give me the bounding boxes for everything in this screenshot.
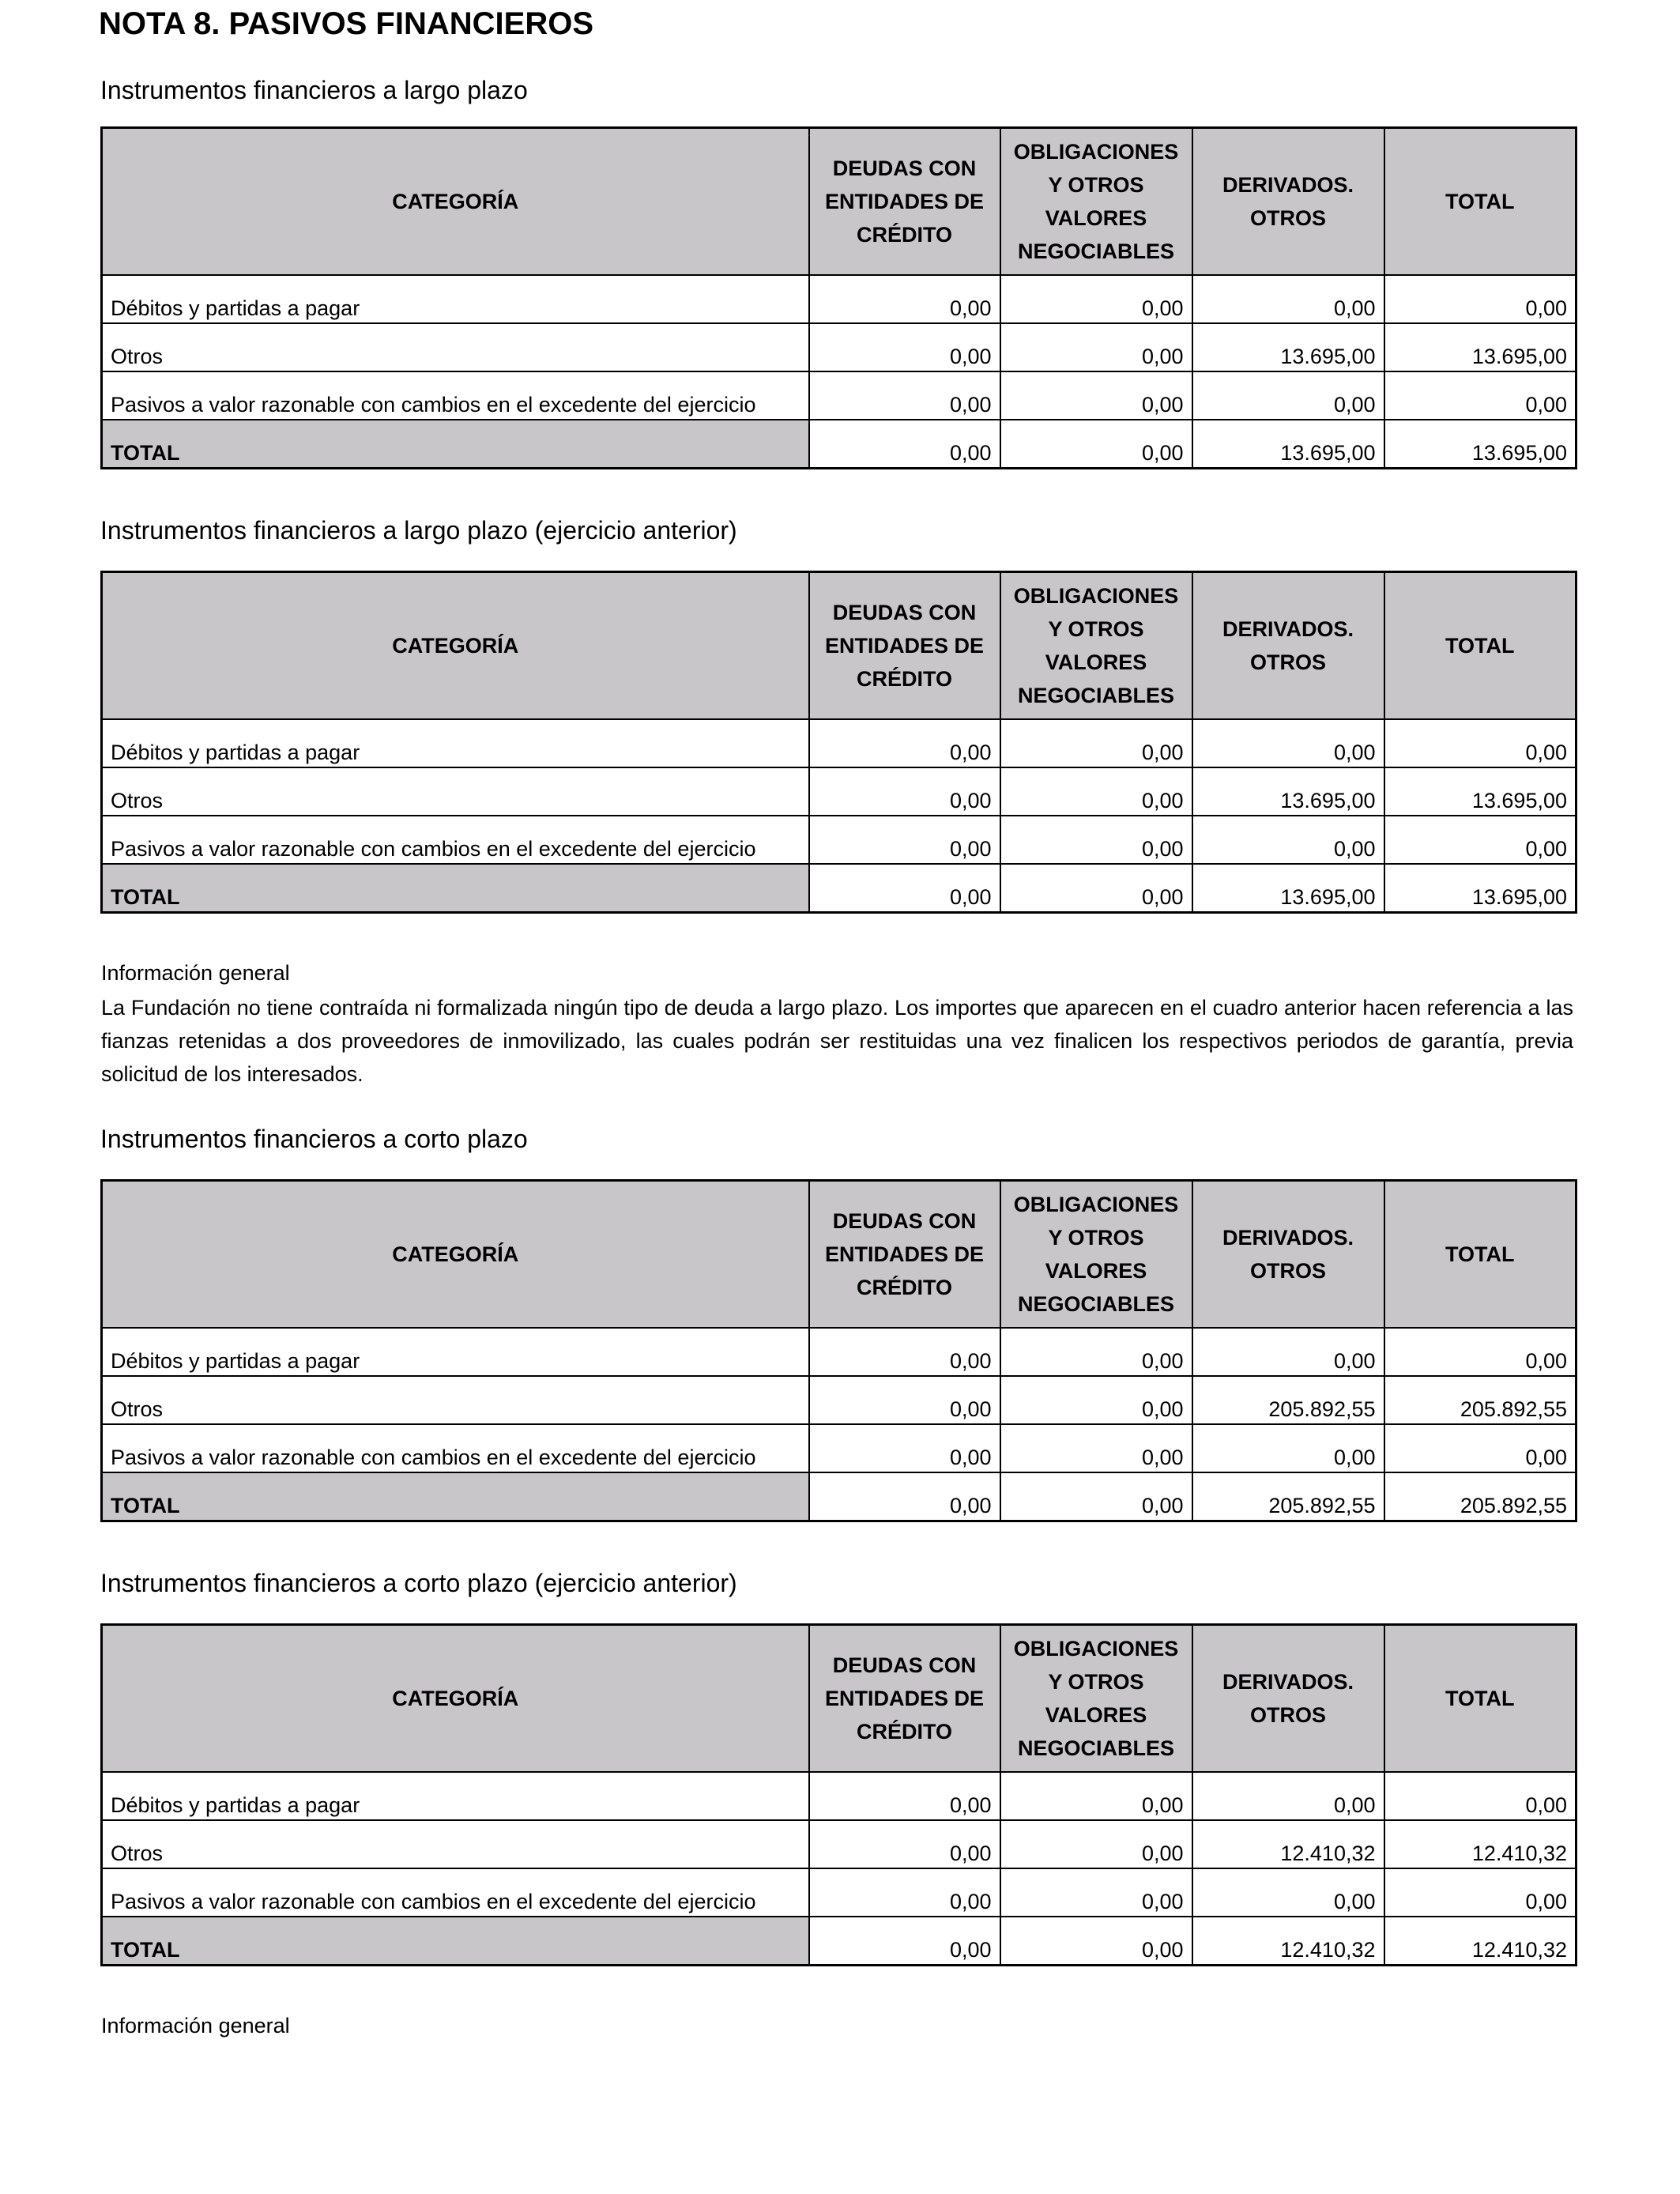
value-cell-deudas-entidades-credito: 0,00 bbox=[809, 719, 1000, 767]
value-cell-total: 0,00 bbox=[1384, 1328, 1576, 1376]
value-cell-deudas-entidades-credito: 0,00 bbox=[809, 1424, 1000, 1472]
value-cell-total: 0,00 bbox=[1384, 1424, 1576, 1472]
column-header-categoria: CATEGORÍA bbox=[102, 128, 809, 276]
row-category-cell: Débitos y partidas a pagar bbox=[102, 1328, 809, 1376]
value-cell-derivados-otros: 13.695,00 bbox=[1192, 323, 1384, 371]
total-row bbox=[102, 420, 1576, 469]
table-row bbox=[102, 767, 1576, 816]
section-heading-corto-plazo-anterior: Instrumentos financieros a corto plazo (ejercicio anterior) bbox=[100, 1569, 737, 1597]
value-cell-total: 13.695,00 bbox=[1384, 323, 1576, 371]
column-header-total: TOTAL bbox=[1384, 572, 1576, 720]
value-cell-derivados-otros: 12.410,32 bbox=[1192, 1917, 1384, 1966]
table-header-row bbox=[102, 572, 1576, 720]
row-category-cell: Pasivos a valor razonable con cambios en el excedente del ejercicio bbox=[102, 371, 809, 420]
value-cell-obligaciones-valores-negociables: 0,00 bbox=[1000, 1868, 1192, 1917]
page-title: NOTA 8. PASIVOS FINANCIEROS bbox=[99, 6, 593, 41]
value-cell-total: 0,00 bbox=[1384, 1868, 1576, 1917]
row-category-cell: Pasivos a valor razonable con cambios en el excedente del ejercicio bbox=[102, 816, 809, 864]
value-cell-derivados-otros: 0,00 bbox=[1192, 1868, 1384, 1917]
value-cell-total: 0,00 bbox=[1384, 1772, 1576, 1820]
value-cell-obligaciones-valores-negociables: 0,00 bbox=[1000, 1820, 1192, 1868]
value-cell-total: 0,00 bbox=[1384, 816, 1576, 864]
column-header-deudas-entidades-credito: DEUDAS CON ENTIDADES DE CRÉDITO bbox=[809, 572, 1000, 720]
value-cell-deudas-entidades-credito: 0,00 bbox=[809, 1917, 1000, 1966]
table-largo-plazo-anterior bbox=[100, 571, 1577, 914]
value-cell-obligaciones-valores-negociables: 0,00 bbox=[1000, 816, 1192, 864]
value-cell-obligaciones-valores-negociables: 0,00 bbox=[1000, 1772, 1192, 1820]
row-category-cell: Otros bbox=[102, 767, 809, 816]
value-cell-derivados-otros: 13.695,00 bbox=[1192, 864, 1384, 913]
table-largo-plazo bbox=[100, 126, 1577, 469]
value-cell-obligaciones-valores-negociables: 0,00 bbox=[1000, 1917, 1192, 1966]
column-header-derivados-otros: DERIVADOS. OTROS bbox=[1192, 1625, 1384, 1773]
table-header-row bbox=[102, 128, 1576, 276]
row-category-cell: Pasivos a valor razonable con cambios en el excedente del ejercicio bbox=[102, 1424, 809, 1472]
row-category-cell: Otros bbox=[102, 1376, 809, 1424]
column-header-deudas-entidades-credito: DEUDAS CON ENTIDADES DE CRÉDITO bbox=[809, 1181, 1000, 1329]
value-cell-derivados-otros: 0,00 bbox=[1192, 816, 1384, 864]
table-row bbox=[102, 719, 1576, 767]
row-category-cell: TOTAL bbox=[102, 864, 809, 913]
table-row bbox=[102, 1328, 1576, 1376]
value-cell-derivados-otros: 205.892,55 bbox=[1192, 1472, 1384, 1521]
value-cell-obligaciones-valores-negociables: 0,00 bbox=[1000, 371, 1192, 420]
column-header-obligaciones-valores-negociables: OBLIGACIONES Y OTROS VALORES NEGOCIABLES bbox=[1000, 1181, 1192, 1329]
value-cell-deudas-entidades-credito: 0,00 bbox=[809, 864, 1000, 913]
value-cell-derivados-otros: 0,00 bbox=[1192, 719, 1384, 767]
table-row bbox=[102, 275, 1576, 323]
row-category-cell: TOTAL bbox=[102, 1472, 809, 1521]
value-cell-obligaciones-valores-negociables: 0,00 bbox=[1000, 1376, 1192, 1424]
info-general-label: Información general bbox=[101, 961, 290, 985]
column-header-total: TOTAL bbox=[1384, 1625, 1576, 1773]
value-cell-obligaciones-valores-negociables: 0,00 bbox=[1000, 1424, 1192, 1472]
value-cell-obligaciones-valores-negociables: 0,00 bbox=[1000, 1328, 1192, 1376]
value-cell-total: 205.892,55 bbox=[1384, 1472, 1576, 1521]
value-cell-deudas-entidades-credito: 0,00 bbox=[809, 1772, 1000, 1820]
total-row bbox=[102, 1472, 1576, 1521]
column-header-obligaciones-valores-negociables: OBLIGACIONES Y OTROS VALORES NEGOCIABLES bbox=[1000, 128, 1192, 276]
table-row bbox=[102, 1772, 1576, 1820]
row-category-cell: Otros bbox=[102, 323, 809, 371]
table-row bbox=[102, 1868, 1576, 1917]
value-cell-obligaciones-valores-negociables: 0,00 bbox=[1000, 275, 1192, 323]
column-header-deudas-entidades-credito: DEUDAS CON ENTIDADES DE CRÉDITO bbox=[809, 1625, 1000, 1773]
value-cell-total: 205.892,55 bbox=[1384, 1376, 1576, 1424]
value-cell-derivados-otros: 0,00 bbox=[1192, 275, 1384, 323]
value-cell-deudas-entidades-credito: 0,00 bbox=[809, 1820, 1000, 1868]
value-cell-total: 13.695,00 bbox=[1384, 420, 1576, 469]
section-heading-largo-plazo-anterior: Instrumentos financieros a largo plazo (ejercicio anterior) bbox=[100, 516, 737, 545]
value-cell-obligaciones-valores-negociables: 0,00 bbox=[1000, 323, 1192, 371]
value-cell-deudas-entidades-credito: 0,00 bbox=[809, 1328, 1000, 1376]
column-header-derivados-otros: DERIVADOS. OTROS bbox=[1192, 572, 1384, 720]
value-cell-derivados-otros: 0,00 bbox=[1192, 371, 1384, 420]
value-cell-obligaciones-valores-negociables: 0,00 bbox=[1000, 420, 1192, 469]
value-cell-total: 0,00 bbox=[1384, 371, 1576, 420]
value-cell-total: 13.695,00 bbox=[1384, 864, 1576, 913]
table-row bbox=[102, 1820, 1576, 1868]
column-header-total: TOTAL bbox=[1384, 128, 1576, 276]
value-cell-derivados-otros: 12.410,32 bbox=[1192, 1820, 1384, 1868]
value-cell-total: 0,00 bbox=[1384, 275, 1576, 323]
table-row bbox=[102, 1424, 1576, 1472]
value-cell-deudas-entidades-credito: 0,00 bbox=[809, 371, 1000, 420]
value-cell-total: 0,00 bbox=[1384, 719, 1576, 767]
row-category-cell: Débitos y partidas a pagar bbox=[102, 1772, 809, 1820]
column-header-derivados-otros: DERIVADOS. OTROS bbox=[1192, 128, 1384, 276]
column-header-obligaciones-valores-negociables: OBLIGACIONES Y OTROS VALORES NEGOCIABLES bbox=[1000, 1625, 1192, 1773]
row-category-cell: TOTAL bbox=[102, 1917, 809, 1966]
value-cell-deudas-entidades-credito: 0,00 bbox=[809, 1376, 1000, 1424]
value-cell-deudas-entidades-credito: 0,00 bbox=[809, 767, 1000, 816]
column-header-deudas-entidades-credito: DEUDAS CON ENTIDADES DE CRÉDITO bbox=[809, 128, 1000, 276]
row-category-cell: Pasivos a valor razonable con cambios en el excedente del ejercicio bbox=[102, 1868, 809, 1917]
value-cell-derivados-otros: 0,00 bbox=[1192, 1772, 1384, 1820]
column-header-total: TOTAL bbox=[1384, 1181, 1576, 1329]
column-header-categoria: CATEGORÍA bbox=[102, 1625, 809, 1773]
info-general-label-2: Información general bbox=[101, 2014, 290, 2038]
total-row bbox=[102, 864, 1576, 913]
value-cell-deudas-entidades-credito: 0,00 bbox=[809, 323, 1000, 371]
value-cell-deudas-entidades-credito: 0,00 bbox=[809, 420, 1000, 469]
value-cell-derivados-otros: 0,00 bbox=[1192, 1424, 1384, 1472]
column-header-categoria: CATEGORÍA bbox=[102, 1181, 809, 1329]
section-heading-corto-plazo: Instrumentos financieros a corto plazo bbox=[100, 1125, 528, 1153]
row-category-cell: Otros bbox=[102, 1820, 809, 1868]
value-cell-obligaciones-valores-negociables: 0,00 bbox=[1000, 864, 1192, 913]
section-heading-largo-plazo: Instrumentos financieros a largo plazo bbox=[100, 76, 528, 104]
value-cell-total: 12.410,32 bbox=[1384, 1820, 1576, 1868]
column-header-derivados-otros: DERIVADOS. OTROS bbox=[1192, 1181, 1384, 1329]
total-row bbox=[102, 1917, 1576, 1966]
value-cell-obligaciones-valores-negociables: 0,00 bbox=[1000, 1472, 1192, 1521]
column-header-obligaciones-valores-negociables: OBLIGACIONES Y OTROS VALORES NEGOCIABLES bbox=[1000, 572, 1192, 720]
table-row bbox=[102, 1376, 1576, 1424]
value-cell-deudas-entidades-credito: 0,00 bbox=[809, 816, 1000, 864]
value-cell-derivados-otros: 13.695,00 bbox=[1192, 420, 1384, 469]
column-header-categoria: CATEGORÍA bbox=[102, 572, 809, 720]
info-general-paragraph: La Fundación no tiene contraída ni formalizada ningún tipo de deuda a largo plazo. Los importes que aparecen en el cuadro anterior hacen referencia a las fianzas retenidas a dos proveedores de inmovilizado, las cuales podrán ser restituidas una vez finalicen los respectivos periodos de garantía, previa solicitud de los interesados. bbox=[101, 996, 1573, 1086]
table-header-row bbox=[102, 1181, 1576, 1329]
value-cell-obligaciones-valores-negociables: 0,00 bbox=[1000, 719, 1192, 767]
row-category-cell: Débitos y partidas a pagar bbox=[102, 275, 809, 323]
value-cell-total: 13.695,00 bbox=[1384, 767, 1576, 816]
table-row bbox=[102, 371, 1576, 420]
value-cell-derivados-otros: 205.892,55 bbox=[1192, 1376, 1384, 1424]
table-row bbox=[102, 323, 1576, 371]
value-cell-derivados-otros: 13.695,00 bbox=[1192, 767, 1384, 816]
table-row bbox=[102, 816, 1576, 864]
value-cell-deudas-entidades-credito: 0,00 bbox=[809, 1868, 1000, 1917]
value-cell-deudas-entidades-credito: 0,00 bbox=[809, 275, 1000, 323]
value-cell-obligaciones-valores-negociables: 0,00 bbox=[1000, 767, 1192, 816]
value-cell-deudas-entidades-credito: 0,00 bbox=[809, 1472, 1000, 1521]
table-corto-plazo bbox=[100, 1179, 1577, 1522]
table-header-row bbox=[102, 1625, 1576, 1773]
row-category-cell: TOTAL bbox=[102, 420, 809, 469]
value-cell-total: 12.410,32 bbox=[1384, 1917, 1576, 1966]
row-category-cell: Débitos y partidas a pagar bbox=[102, 719, 809, 767]
value-cell-derivados-otros: 0,00 bbox=[1192, 1328, 1384, 1376]
table-corto-plazo-anterior bbox=[100, 1623, 1577, 1966]
